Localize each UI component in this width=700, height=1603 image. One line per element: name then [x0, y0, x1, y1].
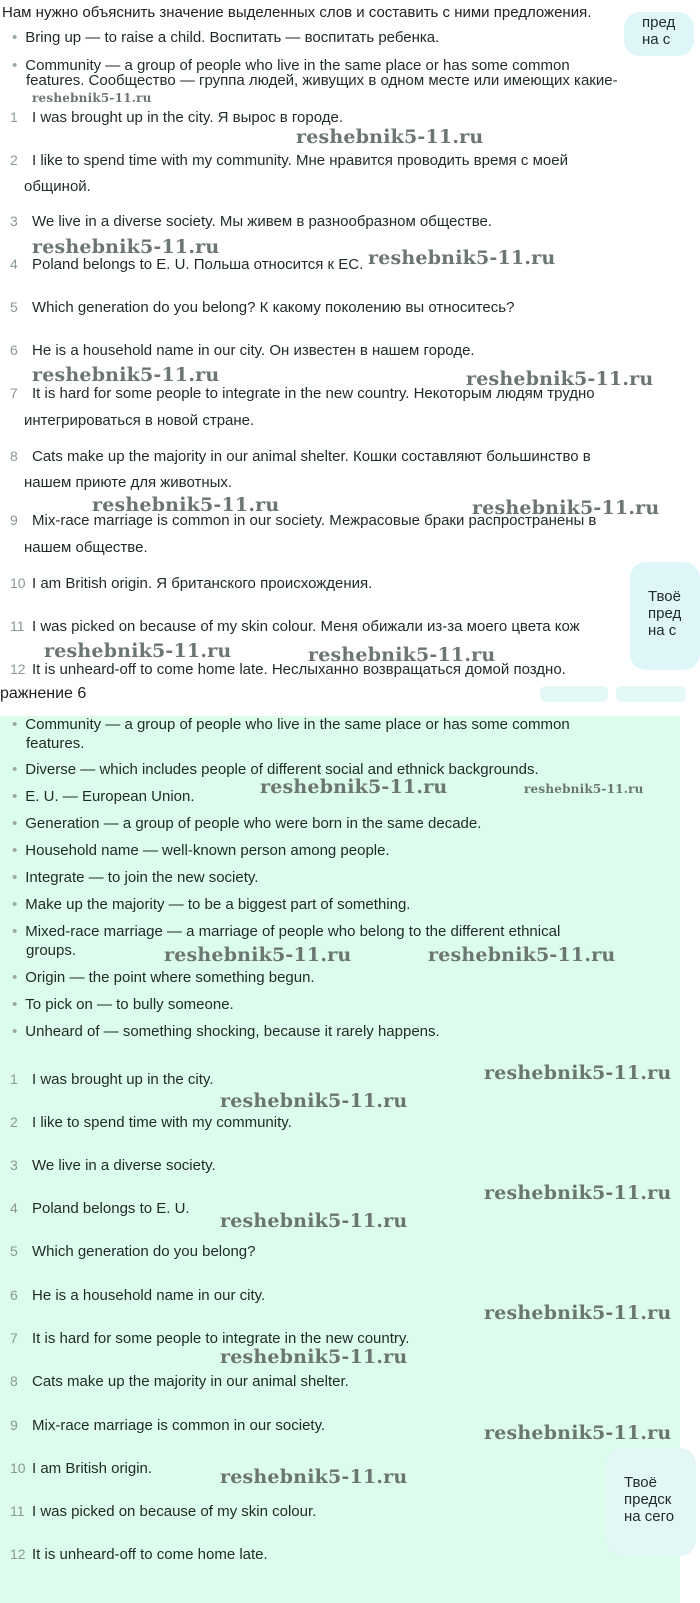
item-text: Which generation do you belong?: [32, 1243, 256, 1260]
top-item-5: [10, 292, 514, 323]
watermark: reshebnik5-11.ru: [164, 944, 352, 966]
bubble-line: пред: [642, 14, 676, 31]
pill-button[interactable]: [616, 686, 686, 702]
promo-bubble[interactable]: [606, 1448, 696, 1556]
item-text: Which generation do you belong? К какому поколению вы относитесь?: [32, 299, 515, 316]
item-number: 4: [10, 1200, 18, 1216]
top-item-8-cont: нашем приюте для животных.: [24, 474, 233, 491]
watermark: reshebnik5-11.ru: [472, 497, 660, 519]
watermark: reshebnik5-11.ru: [220, 1210, 408, 1232]
bubble-line: Твоё: [648, 588, 681, 605]
top-item-3: [10, 206, 492, 237]
item-text: Mix-race marriage is common in our society.: [32, 1417, 326, 1434]
item-number: 9: [10, 1417, 18, 1433]
watermark: reshebnik5-11.ru: [308, 644, 496, 666]
top-item-1: [10, 102, 343, 133]
item-number: 8: [10, 1373, 18, 1389]
def-unheard-of: • Unheard of — something shocking, because it rarely happens.: [12, 1022, 440, 1041]
item-text: It is unheard-off to come home late.: [32, 1546, 268, 1563]
item-text: It is hard for some people to integrate in the new country. Некоторым людям трудно: [32, 385, 595, 402]
item-number: 5: [10, 299, 18, 315]
watermark: reshebnik5-11.ru: [44, 640, 232, 662]
item-number: 2: [10, 152, 18, 168]
item-text: I like to spend time with my community.: [32, 1114, 292, 1131]
top-item-12: [10, 654, 566, 685]
bubble-line: Твоё: [624, 1474, 657, 1491]
watermark: reshebnik5-11.ru: [484, 1062, 672, 1084]
bottom-item-10: [10, 1453, 152, 1484]
watermark: reshebnik5-11.ru: [296, 126, 484, 148]
def-make-up: • Make up the majority — to be a biggest part of something.: [12, 895, 410, 914]
bottom-item-11: [10, 1496, 316, 1527]
def-mixed-race: • Mixed-race marriage — a marriage of people who belong to the different ethnical: [12, 922, 560, 941]
bottom-item-9: [10, 1410, 325, 1441]
bottom-item-8: [10, 1366, 349, 1397]
item-text: He is a household name in our city.: [32, 1287, 266, 1304]
item-number: 3: [10, 1157, 18, 1173]
bottom-item-5: [10, 1236, 256, 1267]
bullet-community-cont: features. Сообщество — группа людей, живущих в одном месте или имеющих какие-: [26, 72, 618, 89]
bottom-item-1: [10, 1064, 214, 1095]
item-text: It is unheard-off to come home late. Неслыханно возвращаться домой поздно.: [32, 661, 566, 678]
def-integrate: • Integrate — to join the new society.: [12, 868, 258, 887]
intro-text: Нам нужно объяснить значение выделенных слов и составить с ними предложения.: [2, 4, 592, 21]
item-number: 8: [10, 448, 18, 464]
item-number: 10: [10, 575, 26, 591]
bottom-item-2: [10, 1107, 292, 1138]
def-community-cont: features.: [26, 735, 85, 752]
item-number: 11: [10, 1503, 25, 1519]
promo-bubble[interactable]: [624, 12, 694, 56]
bubble-line: на с: [642, 31, 671, 48]
def-eu: • E. U. — European Union.: [12, 787, 195, 806]
item-text: I was picked on because of my skin colour. Меня обижали из-за моего цвета кож: [32, 618, 580, 635]
item-text: I was picked on because of my skin colour.: [32, 1503, 317, 1520]
top-item-11: [10, 611, 580, 642]
item-text: It is hard for some people to integrate in the new country.: [32, 1330, 410, 1347]
top-item-10: [10, 568, 372, 599]
item-number: 7: [10, 385, 18, 401]
top-item-7: [10, 378, 595, 409]
item-number: 4: [10, 256, 18, 272]
top-item-9-cont: нашем обществе.: [24, 539, 148, 556]
item-number: 1: [10, 109, 18, 125]
item-number: 12: [10, 661, 26, 677]
bullet-bring-up: • Bring up — to raise a child. Воспитать — воспитать ребенка.: [12, 28, 439, 47]
item-text: Cats make up the majority in our animal shelter.: [32, 1373, 349, 1390]
watermark: reshebnik5-11.ru: [368, 247, 556, 269]
def-generation: • Generation — a group of people who were born in the same decade.: [12, 814, 481, 833]
watermark: reshebnik5-11.ru: [484, 1182, 672, 1204]
def-pick-on: • To pick on — to bully someone.: [12, 995, 234, 1014]
item-text: We live in a diverse society.: [32, 1157, 216, 1174]
item-number: 6: [10, 1287, 18, 1303]
bubble-line: на сего: [624, 1508, 675, 1525]
bubble-line: предск: [624, 1491, 672, 1508]
pill-button[interactable]: [540, 686, 608, 702]
item-text: I was brought up in the city.: [32, 1071, 214, 1088]
item-number: 3: [10, 213, 18, 229]
item-text: I like to spend time with my community. Мне нравится проводить время с моей: [32, 152, 568, 169]
item-number: 1: [10, 1071, 18, 1087]
watermark: reshebnik5-11.ru: [466, 368, 654, 390]
promo-bubble[interactable]: [630, 562, 700, 670]
item-text: I am British origin.: [32, 1460, 153, 1477]
bottom-item-6: [10, 1280, 265, 1311]
watermark: reshebnik5-11.ru: [32, 91, 152, 105]
watermark: reshebnik5-11.ru: [524, 782, 644, 796]
bubble-line: на с: [648, 622, 677, 639]
item-number: 5: [10, 1243, 18, 1259]
bubble-line: пред: [648, 605, 682, 622]
item-text: Cats make up the majority in our animal shelter. Кошки составляют большинство в: [32, 448, 591, 465]
bottom-item-12: [10, 1539, 268, 1570]
item-text: Poland belongs to E. U.: [32, 1200, 190, 1217]
cut-heading: ражнение 6: [0, 685, 87, 702]
watermark: reshebnik5-11.ru: [92, 494, 280, 516]
item-number: 2: [10, 1114, 18, 1130]
item-number: 9: [10, 512, 18, 528]
item-text: He is a household name in our city. Он известен в нашем городе.: [32, 342, 475, 359]
def-community: • Community — a group of people who live in the same place or has some common: [12, 715, 570, 734]
top-item-6: [10, 335, 475, 366]
bottom-item-4: [10, 1193, 190, 1224]
item-text: We live in a diverse society. Мы живем в разнообразном обществе.: [32, 213, 493, 230]
item-text: Mix-race marriage is common in our society. Межрасовые браки распространены в: [32, 512, 597, 529]
top-item-7-cont: интегрироваться в новой стране.: [24, 412, 255, 429]
def-origin: • Origin — the point where something begun.: [12, 968, 315, 987]
def-mixed-race-cont: groups.: [26, 942, 77, 959]
item-text: I was brought up in the city. Я вырос в городе.: [32, 109, 343, 126]
watermark: reshebnik5-11.ru: [220, 1090, 408, 1112]
top-item-4: [10, 249, 363, 280]
watermark: reshebnik5-11.ru: [484, 1422, 672, 1444]
watermark: reshebnik5-11.ru: [32, 364, 220, 386]
def-diverse: • Diverse — which includes people of different social and ethnick backgrounds.: [12, 760, 539, 779]
watermark: reshebnik5-11.ru: [220, 1346, 408, 1368]
def-household: • Household name — well-known person among people.: [12, 841, 390, 860]
item-number: 7: [10, 1330, 18, 1346]
top-item-9: [10, 505, 596, 536]
watermark: reshebnik5-11.ru: [484, 1302, 672, 1324]
watermark: reshebnik5-11.ru: [220, 1466, 408, 1488]
top-item-2-cont: общиной.: [24, 178, 91, 195]
bottom-item-3: [10, 1150, 216, 1181]
watermark: reshebnik5-11.ru: [32, 236, 220, 258]
bullet-community: • Community — a group of people who live in the same place or has some common: [12, 56, 570, 75]
item-number: 10: [10, 1460, 26, 1476]
watermark: reshebnik5-11.ru: [260, 776, 448, 798]
item-number: 6: [10, 342, 18, 358]
top-item-2: [10, 145, 568, 176]
watermark: reshebnik5-11.ru: [428, 944, 616, 966]
item-text: Poland belongs to E. U. Польша относится к ЕС.: [32, 256, 364, 273]
item-number: 11: [10, 618, 25, 634]
item-text: I am British origin. Я британского происхождения.: [32, 575, 373, 592]
item-number: 12: [10, 1546, 26, 1562]
